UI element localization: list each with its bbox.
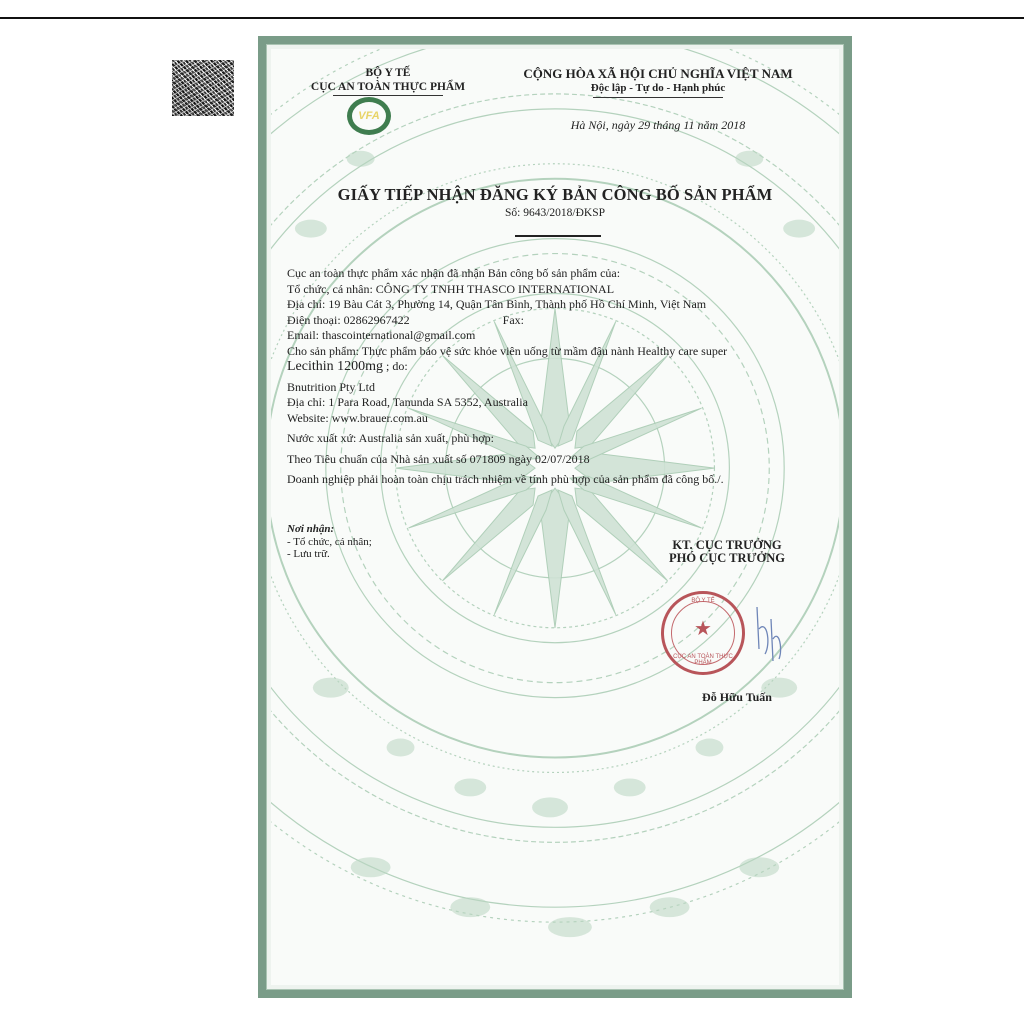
- email-text: Email: thascointernational@gmail.com: [287, 328, 476, 342]
- certificate-paper: [271, 49, 839, 985]
- product-line-1: Cho sản phẩm: Thực phẩm bảo vệ sức khỏe viên uống từ mầm đậu nành Healthy care super: [287, 343, 728, 358]
- product-line-2: Lecithin 1200mg: [287, 359, 384, 374]
- recipients-label: Nơi nhận:: [287, 523, 335, 535]
- recipient-item: - Lưu trữ.: [287, 548, 330, 560]
- header-right-underline: [593, 97, 723, 98]
- nation-name: CỘNG HÒA XÃ HỘI CHỦ NGHĨA VIỆT NAM: [523, 66, 793, 81]
- document-title: GIẤY TIẾP NHẬN ĐĂNG KÝ BẢN CÔNG BỐ SẢN PHẨM: [337, 185, 773, 204]
- fax-text: Fax:: [502, 312, 524, 327]
- signatory-title-line-2: PHÓ CỤC TRƯỞNG: [669, 551, 785, 565]
- intro-text: Cục an toàn thực phẩm xác nhận đã nhận Bản công bố sản phẩm của:: [287, 266, 621, 280]
- signatory-title-line-1: KT. CỤC TRƯỞNG: [672, 538, 782, 552]
- issuer-header: [293, 66, 483, 96]
- header-left-underline: [333, 95, 443, 96]
- standard-text: Theo Tiêu chuẩn của Nhà sản xuất số 071809 ngày 02/07/2018: [287, 451, 590, 466]
- certificate-content: [271, 49, 839, 985]
- address-text: Địa chỉ: 19 Bàu Cát 3, Phường 14, Quận Tân Bình, Thành phố Hồ Chí Minh, Việt Nam: [287, 297, 707, 311]
- seal-star-icon: ★: [694, 618, 712, 640]
- vfa-logo-text: VFA: [358, 110, 380, 122]
- ministry-name: BỘ Y TẾ: [365, 67, 411, 79]
- title-divider: [515, 235, 601, 237]
- department-name: CỤC AN TOÀN THỰC PHẨM: [310, 81, 466, 93]
- handwritten-signature-icon: [749, 599, 789, 669]
- qr-code-icon: [172, 60, 234, 116]
- phone-fax-row: [287, 313, 839, 329]
- document-number: Số: 9643/2018/ĐKSP: [504, 207, 605, 219]
- official-seal-icon: [661, 591, 745, 675]
- top-divider-line: [0, 17, 1024, 19]
- certificate-body: [287, 266, 839, 488]
- manufacturer-text: Bnutrition Pty Ltd: [287, 379, 376, 394]
- origin-text: Nước xuất xứ: Australia sản xuất, phù hợp:: [287, 431, 494, 445]
- manufacturer-address-text: Địa chỉ: 1 Para Road, Tanunda SA 5352, Australia: [287, 395, 528, 409]
- product-line-2-suffix: ; do:: [383, 359, 408, 373]
- vfa-logo-icon: [347, 97, 391, 135]
- national-motto: Độc lập - Tự do - Hạnh phúc: [590, 82, 726, 94]
- seal-bottom-text: CỤC AN TOÀN THỰC PHẨM: [673, 654, 733, 666]
- issue-date: Hà Nội, ngày 29 tháng 11 năm 2018: [570, 118, 746, 132]
- signatory-title: [647, 539, 807, 565]
- product-line-2-row: [287, 359, 839, 375]
- phone-text: Điện thoại: 02862967422: [287, 312, 410, 327]
- recipients-block: [287, 523, 372, 561]
- recipient-item: - Tổ chức, cá nhân;: [287, 535, 372, 548]
- national-header: [493, 66, 823, 133]
- signer-name: Đỗ Hữu Tuấn: [702, 690, 772, 704]
- organization-text: Tổ chức, cá nhân: CÔNG TY TNHH THASCO INTERNATIONAL: [287, 281, 615, 296]
- seal-top-text: BỘ Y TẾ: [691, 598, 715, 604]
- responsibility-text: Doanh nghiệp phải hoàn toàn chịu trách nhiệm về tính phù hợp của sản phẩm đã công bố./.: [287, 472, 724, 486]
- certificate-frame: [258, 36, 852, 998]
- certificate-inner-border: [266, 44, 844, 990]
- website-text: Website: www.brauer.com.au: [287, 410, 428, 425]
